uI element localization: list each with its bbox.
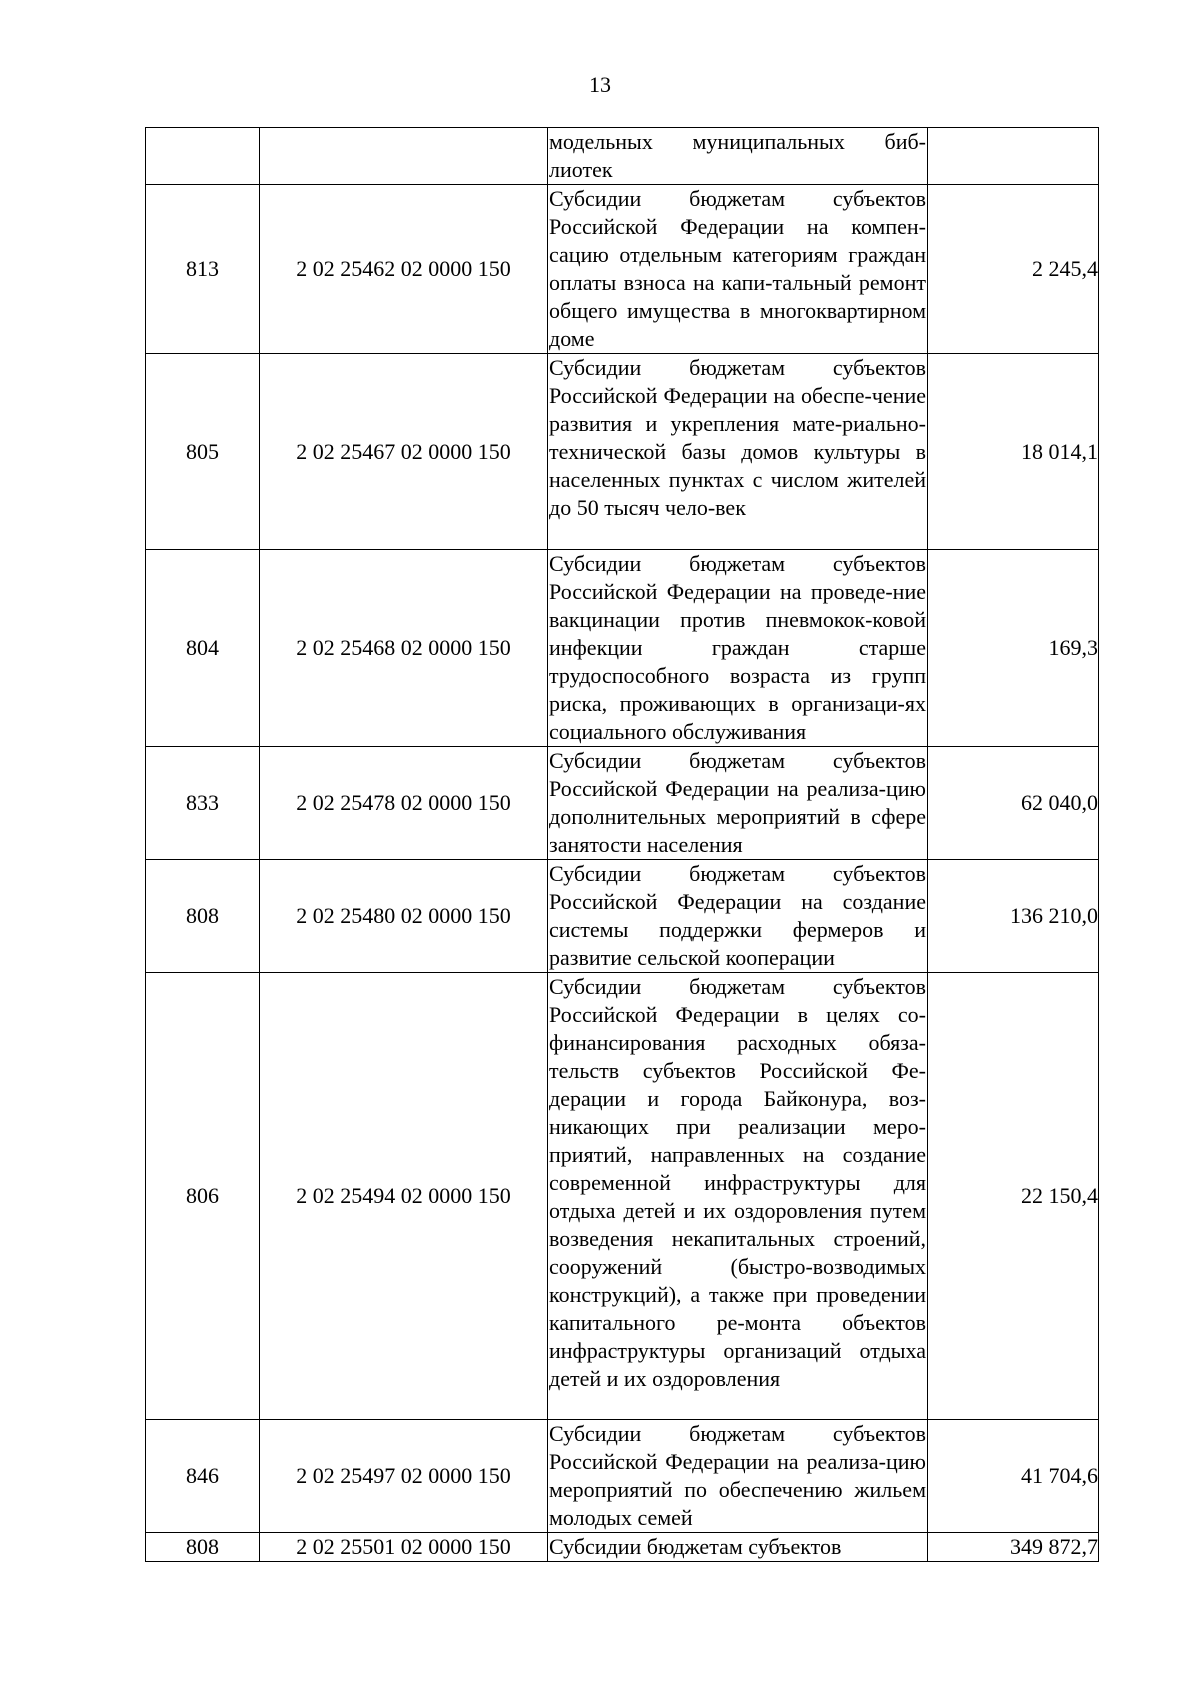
amount-cell bbox=[928, 185, 1099, 354]
budget-code-cell bbox=[260, 354, 548, 550]
table-row bbox=[146, 747, 1099, 860]
amount-cell-text: 41 704,6 bbox=[1021, 1463, 1098, 1488]
admin-code-cell-text: 813 bbox=[186, 256, 219, 281]
budget-code-cell-text: 2 02 25494 02 0000 150 bbox=[296, 1183, 511, 1208]
budget-code-cell-text: 2 02 25497 02 0000 150 bbox=[296, 1463, 511, 1488]
admin-code-cell-text: 808 bbox=[186, 903, 219, 928]
income-name-cell-text: модельных муниципальных биб- лиотек bbox=[549, 129, 926, 182]
budget-code-cell bbox=[260, 973, 548, 1420]
budget-code-cell-text: 2 02 25467 02 0000 150 bbox=[296, 438, 511, 464]
table-row bbox=[146, 128, 1099, 185]
admin-code-cell-text: 808 bbox=[186, 1534, 219, 1559]
budget-code-cell-text: 2 02 25462 02 0000 150 bbox=[296, 256, 511, 281]
admin-code-cell bbox=[146, 1420, 260, 1533]
budget-code-cell-text: 2 02 25468 02 0000 150 bbox=[296, 635, 511, 660]
amount-cell bbox=[928, 860, 1099, 973]
income-name-cell-text: Субсидии бюджетам субъектов Российской Федерации в целях со-финансирования расходных обяза-тельств субъектов Российской Фе-дерации и города Байконура, воз-никающих при реализации меро-приятий, направленных на создание современной инфраструктуры для отдыха детей и их оздоровления путем возведения некапитальных строений, сооружений (быстро-возводимых конструкций), а также при проведении капитального ре-монта объектов инфраструктуры организаций отдыха детей и их оздоровления bbox=[549, 974, 926, 1391]
budget-code-cell-text: 2 02 25478 02 0000 150 bbox=[296, 790, 511, 815]
amount-cell-text: 169,3 bbox=[1048, 635, 1098, 660]
income-name-cell bbox=[548, 973, 928, 1420]
income-name-cell bbox=[548, 1533, 928, 1562]
admin-code-cell bbox=[146, 185, 260, 354]
amount-cell-text: 22 150,4 bbox=[1021, 1183, 1098, 1208]
budget-code-cell bbox=[260, 860, 548, 973]
amount-cell-text: 2 245,4 bbox=[1032, 256, 1098, 281]
income-name-cell bbox=[548, 550, 928, 747]
admin-code-cell bbox=[146, 973, 260, 1420]
admin-code-cell bbox=[146, 747, 260, 860]
table-row bbox=[146, 354, 1099, 550]
table-row bbox=[146, 550, 1099, 747]
budget-code-cell bbox=[260, 1420, 548, 1533]
amount-cell bbox=[928, 1533, 1099, 1562]
income-name-cell-text: Субсидии бюджетам субъектов Российской Федерации на обеспе-чение развития и укрепления мате-риально-технической базы домов культуры в населенных пунктах с числом жителей до 50 тысяч чело-век bbox=[549, 355, 926, 520]
amount-cell-text: 136 210,0 bbox=[1010, 903, 1098, 928]
admin-code-cell-text: 806 bbox=[186, 1183, 219, 1208]
admin-code-cell-text: 805 bbox=[186, 438, 219, 464]
budget-code-cell bbox=[260, 747, 548, 860]
admin-code-cell-text: 804 bbox=[186, 635, 219, 660]
budget-code-cell-text: 2 02 25480 02 0000 150 bbox=[296, 903, 511, 928]
amount-cell-text: 349 872,7 bbox=[1010, 1534, 1098, 1559]
amount-cell bbox=[928, 973, 1099, 1420]
income-name-cell-text: Субсидии бюджетам субъектов Российской Федерации на реализа-цию дополнительных мероприятий в сфере занятости населения bbox=[549, 748, 926, 857]
budget-code-cell-text: 2 02 25501 02 0000 150 bbox=[296, 1534, 511, 1559]
amount-cell-text: 62 040,0 bbox=[1021, 790, 1098, 815]
income-name-cell-text: Субсидии бюджетам субъектов Российской Федерации на создание системы поддержки фермеров и развитие сельской кооперации bbox=[549, 861, 926, 970]
admin-code-cell bbox=[146, 860, 260, 973]
budget-code-cell bbox=[260, 185, 548, 354]
amount-cell bbox=[928, 747, 1099, 860]
table-row bbox=[146, 1533, 1099, 1562]
income-name-cell bbox=[548, 128, 928, 185]
budget-code-cell bbox=[260, 1533, 548, 1562]
admin-code-cell-text: 833 bbox=[186, 790, 219, 815]
income-name-cell bbox=[548, 1420, 928, 1533]
table-row bbox=[146, 860, 1099, 973]
table-row bbox=[146, 185, 1099, 354]
amount-cell bbox=[928, 354, 1099, 550]
budget-code-cell bbox=[260, 128, 548, 185]
amount-cell bbox=[928, 1420, 1099, 1533]
admin-code-cell bbox=[146, 128, 260, 185]
income-name-cell bbox=[548, 747, 928, 860]
budget-code-cell bbox=[260, 550, 548, 747]
admin-code-cell bbox=[146, 1533, 260, 1562]
income-name-cell-text: Субсидии бюджетам субъектов Российской Федерации на реализа-цию мероприятий по обеспечению жильем молодых семей bbox=[549, 1421, 926, 1530]
page-number: 13 bbox=[589, 72, 611, 97]
amount-cell-text: 18 014,1 bbox=[1021, 438, 1098, 464]
admin-code-cell bbox=[146, 550, 260, 747]
budget-table bbox=[145, 127, 1099, 1562]
admin-code-cell-text: 846 bbox=[186, 1463, 219, 1488]
admin-code-cell bbox=[146, 354, 260, 550]
income-name-cell-text: Субсидии бюджетам субъектов Российской Федерации на компен-сацию отдельным категориям граждан оплаты взноса на капи-тальный ремонт общего имущества в многоквартирном доме bbox=[549, 186, 926, 351]
amount-cell bbox=[928, 550, 1099, 747]
amount-cell bbox=[928, 128, 1099, 185]
income-name-cell-text: Субсидии бюджетам субъектов Российской Федерации на проведе-ние вакцинации против пневмокок-ковой инфекции граждан старше трудоспособного возраста из групп риска, проживающих в организаци-ях социального обслуживания bbox=[549, 551, 926, 744]
table-row bbox=[146, 973, 1099, 1420]
income-name-cell-text: Субсидии бюджетам субъектов bbox=[549, 1534, 842, 1559]
table-row bbox=[146, 1420, 1099, 1533]
table-body bbox=[146, 128, 1099, 1562]
income-name-cell bbox=[548, 860, 928, 973]
income-name-cell bbox=[548, 354, 928, 550]
income-name-cell bbox=[548, 185, 928, 354]
